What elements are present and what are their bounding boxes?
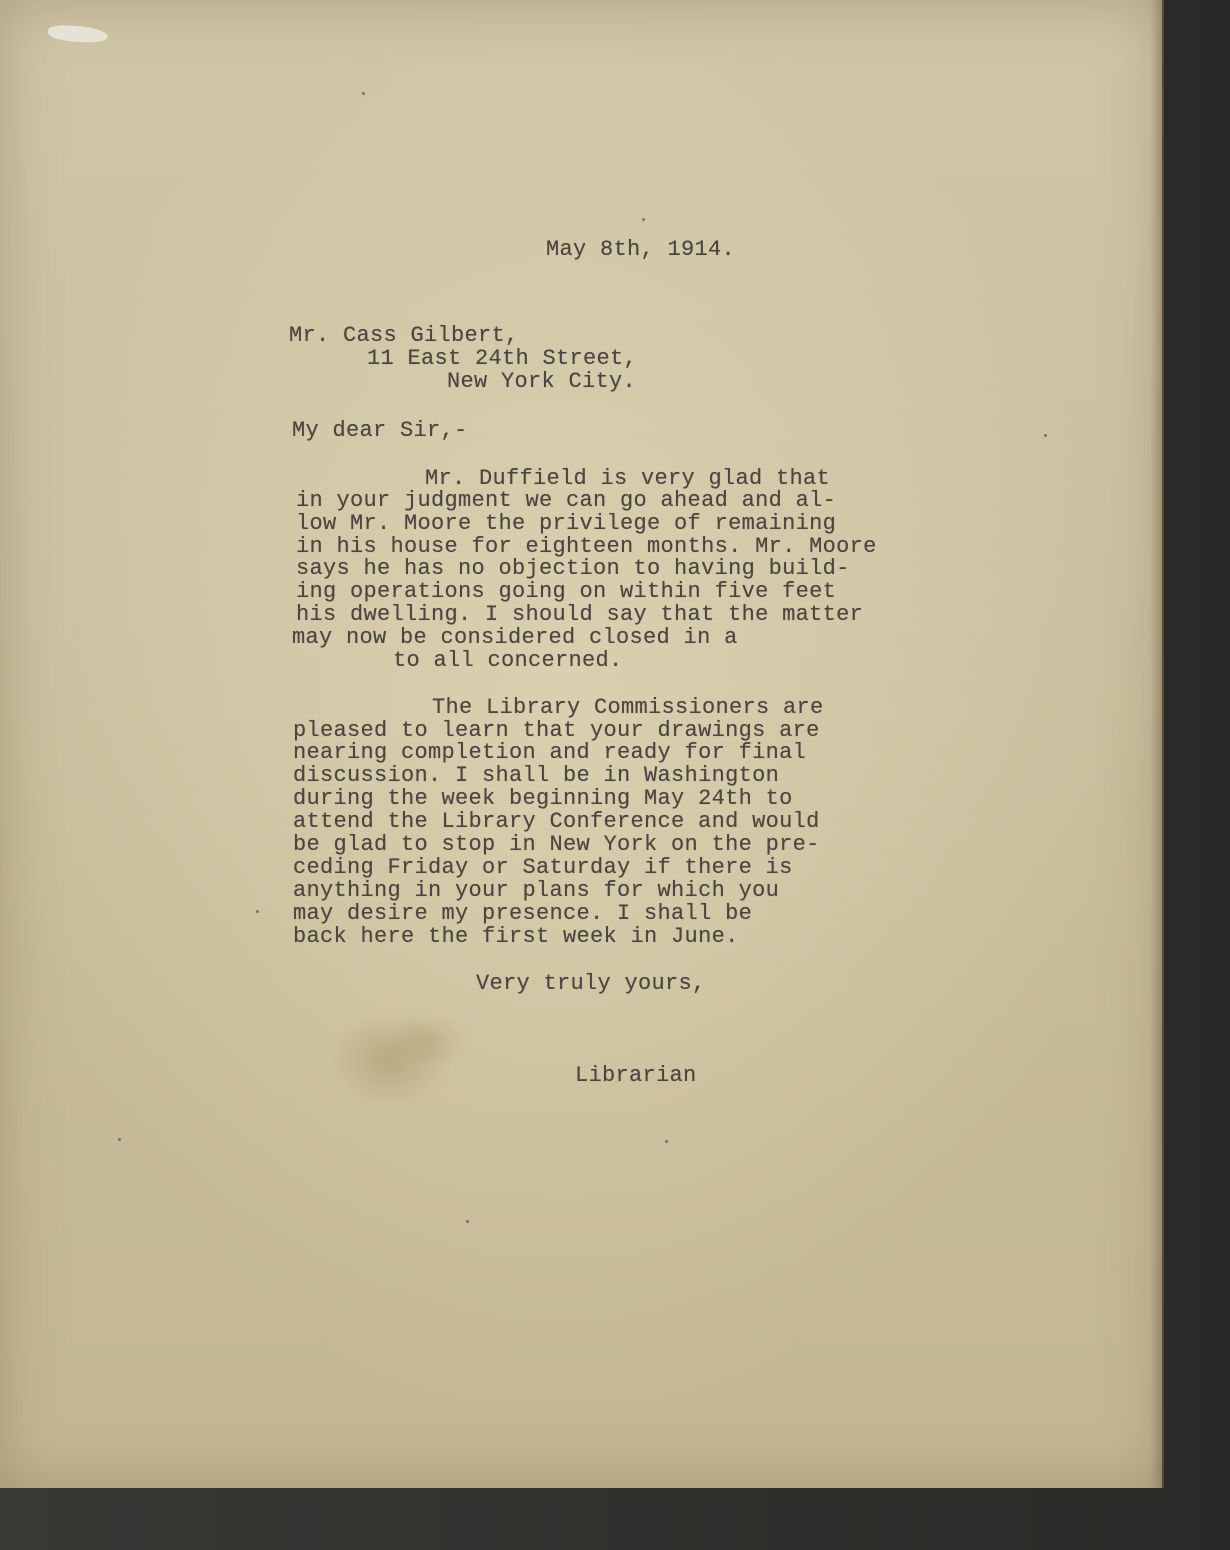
closing: Very truly yours,: [476, 971, 706, 996]
paragraph-1-line-1: Mr. Duffield is very glad that: [425, 466, 831, 491]
recipient-city: New York City.: [447, 369, 637, 394]
paragraph-2-line-5: during the week beginning May 24th to: [293, 786, 793, 811]
paragraph-2-line-9: anything in your plans for which you: [293, 878, 780, 903]
paragraph-1-line-6: ing operations going on within five feet: [296, 579, 837, 604]
paragraph-2-line-11: back here the first week in June.: [293, 924, 739, 949]
recipient-name: Mr. Cass Gilbert,: [289, 323, 519, 348]
paragraph-2-line-2: pleased to learn that your drawings are: [293, 718, 820, 743]
signature-title: Librarian: [575, 1063, 697, 1088]
paragraph-1-line-7: his dwelling. I should say that the matter: [296, 602, 864, 627]
paragraph-2-line-10: may desire my presence. I shall be: [293, 901, 753, 926]
paragraph-2-line-7: be glad to stop in New York on the pre-: [293, 832, 820, 857]
paragraph-1-line-2: in your judgment we can go ahead and al-: [296, 488, 837, 513]
paragraph-2-line-6: attend the Library Conference and would: [293, 809, 820, 834]
letter-date: May 8th, 1914.: [546, 237, 736, 262]
paragraph-1-line-9: to all concerned.: [393, 648, 623, 673]
paragraph-2-line-8: ceding Friday or Saturday if there is: [293, 855, 793, 880]
paragraph-1-line-5: says he has no objection to having build-: [296, 556, 850, 581]
recipient-street: 11 East 24th Street,: [367, 346, 638, 371]
paragraph-1-line-3: low Mr. Moore the privilege of remaining: [296, 511, 837, 536]
paragraph-2-line-4: discussion. I shall be in Washington: [293, 763, 780, 788]
paragraph-2-line-3: nearing completion and ready for final: [293, 740, 807, 765]
salutation: My dear Sir,-: [292, 418, 468, 443]
paragraph-1-line-8: may now be considered closed in a: [292, 625, 738, 650]
paragraph-2-line-1: The Library Commissioners are: [432, 695, 824, 720]
paragraph-1-line-4: in his house for eighteen months. Mr. Moore: [296, 534, 877, 559]
